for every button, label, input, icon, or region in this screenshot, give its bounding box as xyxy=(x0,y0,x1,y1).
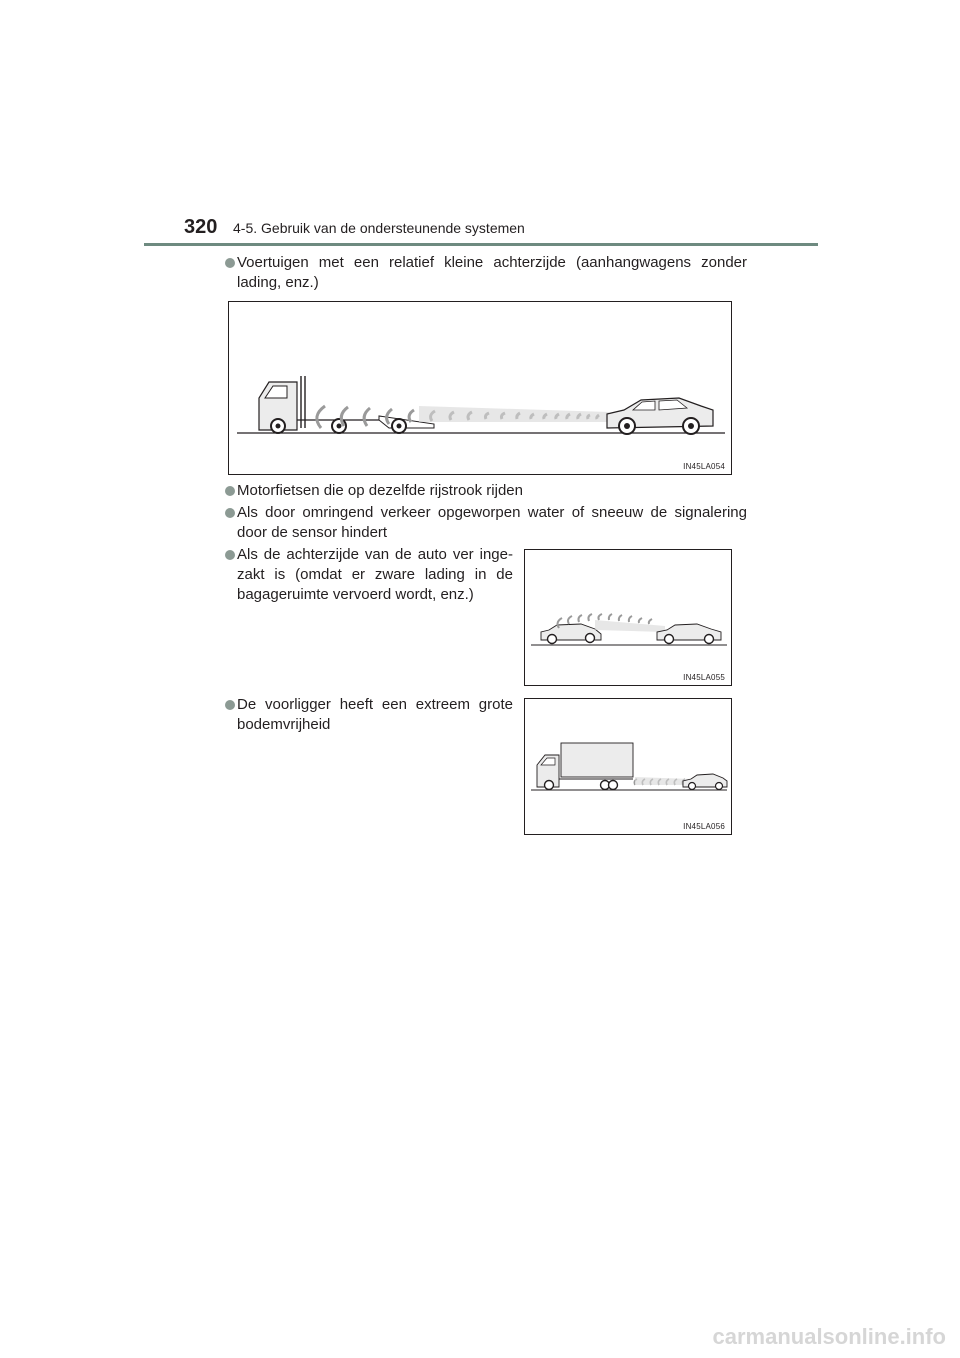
bullet-item xyxy=(225,503,747,543)
bullet-text: Voertuigen met een relatief kleine achterzijde (aanhangwagens zonder lading, enz.) xyxy=(237,254,747,291)
bullet-dot-icon xyxy=(225,700,235,710)
bullet-dot-icon xyxy=(225,508,235,518)
truck-trailer-illustration xyxy=(229,302,733,476)
bullet-text: Als door omringend verkeer opgeworpen water of sneeuw de signalering door de sensor hindert xyxy=(237,504,747,541)
figure-high-clearance xyxy=(524,698,732,835)
header-rule xyxy=(144,243,818,246)
bullet-item xyxy=(225,695,513,735)
figure-lowered-rear xyxy=(524,549,732,686)
figure-truck-trailer xyxy=(228,301,732,475)
section-title: 4-5. Gebruik van de ondersteunende systemen xyxy=(233,220,525,236)
figure-code: IN45LA055 xyxy=(683,673,725,682)
lowered-rear-illustration xyxy=(525,550,733,687)
bullet-item xyxy=(225,253,747,293)
high-clearance-illustration xyxy=(525,699,733,836)
bullet-dot-icon xyxy=(225,550,235,560)
bullet-dot-icon xyxy=(225,258,235,268)
figure-code: IN45LA054 xyxy=(683,462,725,471)
bullet-dot-icon xyxy=(225,486,235,496)
bullet-item xyxy=(225,481,747,501)
footer-watermark: carmanualsonline.info xyxy=(712,1324,946,1349)
page-number: 320 xyxy=(184,216,218,238)
bullet-text: De voorligger heeft een extreem grote bodemvrijheid xyxy=(237,696,513,733)
bullet-item xyxy=(225,545,513,605)
bullet-text: Motorfietsen die op dezelfde rijstrook rijden xyxy=(237,482,523,499)
bullet-text: Als de achterzijde van de auto ver inge-zakt is (omdat er zware lading in de bagageruimte vervoerd wordt, enz.) xyxy=(237,546,513,603)
figure-code: IN45LA056 xyxy=(683,822,725,831)
